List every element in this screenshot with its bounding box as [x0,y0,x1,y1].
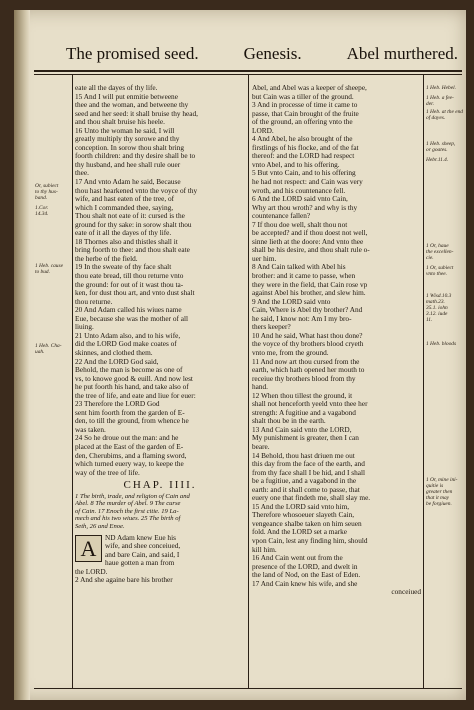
summary-line: Abel. 8 The murder of Abel. 9 The curse [75,500,181,508]
verse-line: ND Adam knew Eue his [105,532,176,542]
verse-line: which turned euery way, to keepe the [75,459,184,469]
margin-note: 1.Cor. [35,205,49,211]
chapter-heading: CHAP. IIII. [123,479,197,492]
running-header [66,44,458,68]
verse-line: presence of the LORD, and dwelt in [252,561,358,571]
verse-line: liuing. [75,322,94,332]
verse-line: passe, that Cain brought of the fruite [252,108,359,118]
margin-note: 1 Heb. sheep, [426,141,456,147]
verse-line: vengeance shalbe taken on him seuen [252,518,362,528]
verse-line: bring foorth to thee: and thou shalt eate [75,245,190,255]
verse-line: 13 And Cain said vnto the LORD, [252,424,352,434]
verse-line: brother: and it came to passe, when [252,271,356,281]
verse-line: 8 And Cain talked with Abel his [252,262,346,272]
verse-line: vnto Abel, and to his offering. [252,159,340,169]
verse-line: thers keeper? [252,322,291,332]
verse-line: thou eate bread, till thou returne vnto [75,271,184,281]
header-right: Abel murthered. [346,44,458,63]
margin-note: to bud. [35,269,50,275]
margin-note: 3.12. iude [426,311,448,317]
verse-line: 16 And Cain went out from the [252,553,343,563]
verse-line: ken, for dust thou art, and vnto dust shalt [75,288,195,298]
verse-line: earth: and it shall come to passe, that [252,484,360,494]
verse-line: den, to till the ground, from whence he [75,416,189,426]
verse-line: did the LORD God make coates of [75,339,177,349]
verse-line: 9 And the LORD said vnto [252,296,331,306]
verse-line: shalt thou be in the earth. [252,416,326,426]
verse-line: eate of it all the dayes of thy life. [75,228,172,238]
verse-line: vpon Cain, lest any finding him, should [252,535,368,545]
margin-note: the excellen- [426,249,454,255]
header-left: The promised seed. [66,44,199,63]
verse-line: eate all the dayes of thy life. [75,84,158,92]
margin-note: band. [35,195,48,201]
verse-line: LORD. [252,125,274,135]
verse-line: the ground: for out of it wast thou ta- [75,279,184,289]
column-divider [248,74,249,688]
verse-line: 15 And I will put enmitie betweene [75,91,178,101]
verse-line: thee. [75,168,89,178]
margin-note: 1 Heb. cause [35,263,63,269]
verse-line: 15 And the LORD said vnto him, [252,501,350,511]
verse-line: wife, and hast eaten of the tree, of [75,194,175,204]
verse-line: 3 And in processe of time it came to [252,100,358,110]
verse-line: 17 And vnto Adam he said, Because [75,177,181,187]
verse-line: firstlings of his flocke, and of the fat [252,142,359,152]
verse-line: Therefore whosoeuer slayeth Cain, [252,510,355,520]
verse-line: Behold, the man is become as one of [75,365,183,375]
footer-rule [34,688,462,689]
verse-line: 14 Behold, thou hast driuen me out [252,450,355,460]
verse-line: beare. [252,441,270,451]
header-center: Genesis. [243,44,302,63]
verse-line: wife, and shee conceiued, [105,541,181,551]
chapter-summary [75,493,245,531]
verse-line: haue gotten a man from [105,558,175,568]
verse-line: sinne lieth at the doore: And vnto thee [252,236,364,246]
margin-note: quitie is [426,483,444,489]
summary-line: 1 The birth, trade, and religion of Cain and [75,492,190,500]
verse-line: thy husband, and hee shall rule ouer [75,159,181,169]
chapter-opening [75,534,245,585]
bible-page [14,10,466,700]
verse-line: My punishment is greater, then I can [252,433,359,443]
verse-line: 20 And Adam called his wiues name [75,305,182,315]
verse-line: ground for thy sake: in sorow shalt thou [75,219,192,229]
verse-line: 7 If thou doe well, shalt thou not [252,219,348,229]
margin-note: or goates. [426,147,448,153]
page-gutter [14,10,30,700]
verse-line: skinnes, and clothed them. [75,347,153,357]
verse-line: seed and her seed: it shall bruise thy head, [75,108,198,118]
margin-note: uah. [35,349,45,355]
verse-line: the voyce of thy brothers blood cryeth [252,339,364,349]
verse-line: the LORD. [75,566,108,576]
margin-note: 1 Heb. Hebel. [426,85,456,91]
summary-line: mech and his two wiues. 25 The birth of [75,515,181,523]
verse-line: 23 Therefore the LORD God [75,399,160,409]
verse-line: be a fugitiue, and a vagabond in the [252,476,357,486]
margin-note: 35.1. iohn [426,305,448,311]
right-margin-rule [423,74,424,688]
margin-note: greater then [426,489,453,495]
verse-line: thereof: and the LORD had respect [252,151,355,161]
verse-line: 12 When thou tillest the ground, it [252,390,353,400]
right-column [252,84,421,674]
verse-line: vs, to knowe good & euill. And now lest [75,373,193,383]
verse-line: 24 So he droue out the man: and he [75,433,179,443]
verse-line: the herbe of the field. [75,253,138,263]
verse-line: but Cain was a tiller of the ground. [252,91,354,101]
margin-note: Or, subiect [35,183,59,189]
margin-note: 1 Or, mine ini- [426,477,458,483]
margin-note: Hebr.11.4. [426,157,449,163]
verse-line: placed at the East of the garden of E- [75,441,184,451]
verse-line: Abel, and Abel was a keeper of sheepe, [252,84,367,92]
verse-line: he said, I know not: Am I my bro- [252,313,352,323]
verse-line: vnto me, from the ground. [252,347,329,357]
verse-line: he had not respect: and Cain was very [252,177,363,187]
margin-note: 11. [426,317,433,323]
verse-line: and bare Cain, and said, I [105,549,180,559]
verse-line: conception. In sorow thou shalt bring [75,142,185,152]
verse-line: conceiued [391,587,421,597]
verse-line: Eue, because she was the mother of all [75,313,189,323]
verse-line: euery one that findeth me, shall slay me. [252,493,371,503]
verse-line: 22 And the LORD God said, [75,356,159,366]
margin-note: vnto thee. [426,271,447,277]
verse-line: 6 And the LORD said vnto Cain, [252,194,348,204]
verse-line: sent him foorth from the garden of E- [75,407,185,417]
verse-line: thee and the woman, and betweene thy [75,100,189,110]
margin-note: 1 Or, subiect [426,265,454,271]
verse-line: 10 And he said, What hast thou done? [252,330,363,340]
margin-note: cie. [426,255,434,261]
verse-line: thou returne. [75,296,113,306]
margin-note: that it may [426,495,450,501]
verse-line: uer him. [252,253,277,263]
verse-line: greatly multiply thy sorowe and thy [75,134,180,144]
verse-line: Cain, Where is Abel thy brother? And [252,305,363,315]
verse-line: kill him. [252,544,277,554]
verse-line: the land of Nod, on the East of Eden. [252,570,361,580]
margin-note: der. [426,101,434,107]
margin-note: to thy hus- [35,189,58,195]
verse-line: 18 Thornes also and thistles shall it [75,236,178,246]
verse-line: wroth, and his countenance fell. [252,185,346,195]
verse-line: the tree of life, and eate and liue for euer: [75,390,196,400]
verse-line: strength: A fugitiue and a vagabond [252,407,356,417]
margin-note: 1 Heb. a fee- [426,95,454,101]
verse-line: 16 Unto the woman he said, I will [75,125,175,135]
verse-line: they were in the field, that Cain rose vp [252,279,368,289]
verse-line: 19 In the sweate of thy face shalt [75,262,172,272]
verse-line: 17 And Cain knew his wife, and she [252,578,358,588]
margin-note: 1 Heb. Cha- [35,343,62,349]
margin-note: 1 Wisd.10.3 [426,293,452,299]
verse-line: shall be his desire, and thou shalt rule o- [252,245,370,255]
left-column [75,84,245,674]
verse-line: he put foorth his hand, and take also of [75,382,189,392]
verse-line: earth, which hath opened her mouth to [252,365,365,375]
header-rule [34,70,462,72]
summary-line: Seth, 26 and Enoe. [75,523,125,531]
verse-line: foorth children: and thy desire shall be to [75,151,196,161]
verse-line: be accepted? and if thou doest not well, [252,228,368,238]
verse-line: 2 And she againe bare his brother [75,575,173,585]
margin-note: 1 Or, haue [426,243,449,249]
verse-line: Thou shalt not eate of it: cursed is the [75,211,185,221]
margin-note: math.23. [426,299,445,305]
left-margin-notes [35,85,71,685]
margin-note: of dayes. [426,115,446,121]
verse-line: thou hast hearkened vnto the voyce of thy [75,185,198,195]
verse-line: shall not henceforth yeeld vnto thee her [252,399,368,409]
verse-line: from thy face shall I be hid, and I shall [252,467,366,477]
drop-cap: A [75,535,102,562]
verse-line: was taken. [75,424,106,434]
verse-line: 11 And now art thou cursed from the [252,356,360,366]
verse-line: fold. And the LORD set a marke [252,527,348,537]
margin-note: 1 Heb. bloods [426,341,457,347]
margin-note: 1 Heb. at the end [426,109,463,115]
margin-note: 14.34. [35,211,49,217]
left-column-text [75,84,245,585]
verse-line: countenance fallen? [252,211,311,221]
verse-line: of the ground, an offering vnto the [252,117,353,127]
verse-line: which I commanded thee, saying, [75,202,174,212]
verse-line: den, Cherubims, and a flaming sword, [75,450,187,460]
margin-note: be forgiuen. [426,501,452,507]
verse-line: Why art thou wroth? and why is thy [252,202,358,212]
verse-line: 21 Unto Adam also, and to his wife, [75,330,181,340]
verse-line: against Abel his brother, and slew him. [252,288,366,298]
verse-line: hand. [252,382,269,392]
verse-line: and thou shalt bruise his heele. [75,117,165,127]
verse-line: way of the tree of life. [75,467,140,477]
verse-line: receiue thy brothers blood from thy [252,373,356,383]
verse-line: this day from the face of the earth, and [252,459,365,469]
summary-line: of Cain. 17 Enoch the first citie. 19 La- [75,507,179,515]
left-margin-rule [72,74,73,688]
verse-line: 5 But vnto Cain, and to his offering [252,168,356,178]
verse-line: 4 And Abel, he also brought of the [252,134,353,144]
right-margin-notes [426,85,464,685]
